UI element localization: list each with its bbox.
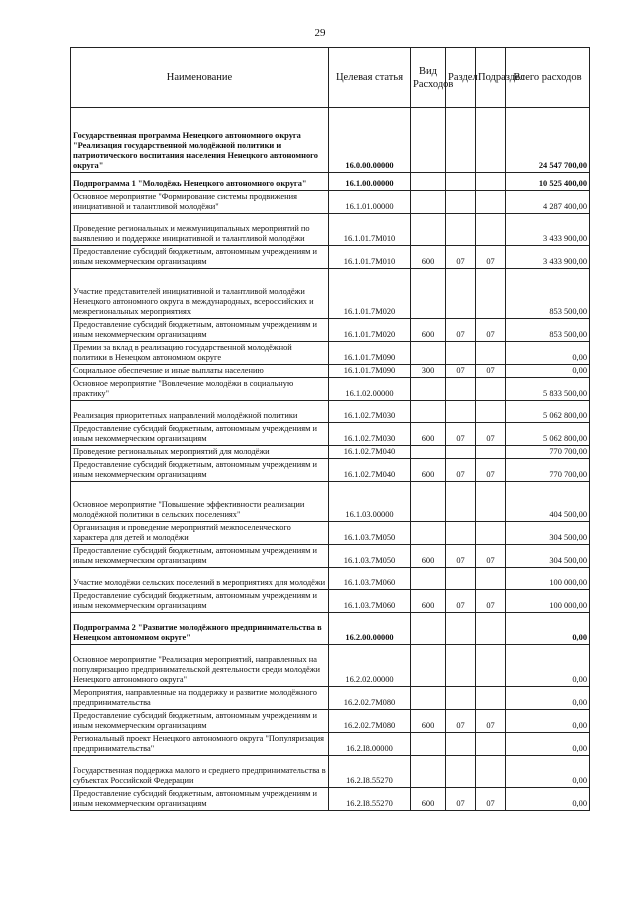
row-article: 16.1.02.7М040 [329,446,411,459]
row-subsection [476,401,506,423]
header-section: Раздел [446,48,476,108]
table-row [71,108,590,173]
row-total: 0,00 [506,365,590,378]
expenses-table [70,47,590,811]
table-row [71,482,590,522]
row-name: Социальное обеспечение и иные выплаты населению [71,365,329,378]
table-row [71,568,590,590]
row-section [446,522,476,545]
row-section [446,401,476,423]
row-article: 16.1.02.7М030 [329,401,411,423]
table-row [71,342,590,365]
row-total: 0,00 [506,788,590,811]
header-name: Наименование [71,48,329,108]
row-name: Проведение региональных и межмуниципальных мероприятий по выявлению и поддержке инициативной и талантливой молодёжи [71,214,329,246]
row-subsection [476,645,506,687]
table-row [71,173,590,191]
table-row [71,269,590,319]
row-name: Региональный проект Ненецкого автономного округа "Популяризация предпринимательства" [71,733,329,756]
header-total: Всего расходов [506,48,590,108]
row-expense-type: 600 [411,545,446,568]
row-section [446,191,476,214]
row-name: Премии за вклад в реализацию государственной молодёжной политики в Ненецком автономном округе [71,342,329,365]
table-row [71,756,590,788]
row-article: 16.1.02.7М030 [329,423,411,446]
row-total: 0,00 [506,342,590,365]
row-section [446,482,476,522]
row-subsection: 07 [476,246,506,269]
row-total: 770 700,00 [506,446,590,459]
row-article: 16.1.03.7М050 [329,545,411,568]
row-subsection: 07 [476,788,506,811]
row-article: 16.1.01.00000 [329,191,411,214]
row-name: Предоставление субсидий бюджетным, автономным учреждениям и иным некоммерческим организациям [71,710,329,733]
row-expense-type [411,568,446,590]
row-article: 16.1.02.00000 [329,378,411,401]
row-section: 07 [446,710,476,733]
row-article: 16.2.I8.55270 [329,788,411,811]
table-row [71,446,590,459]
row-name: Основное мероприятие "Повышение эффективности реализации молодёжной политики в сельских поселениях" [71,482,329,522]
row-expense-type: 300 [411,365,446,378]
row-name: Организация и проведение мероприятий межпоселенческого характера для детей и молодёжи [71,522,329,545]
row-article: 16.1.01.7М090 [329,342,411,365]
row-name: Государственная поддержка малого и среднего предпринимательства в субъектах Российской Федерации [71,756,329,788]
row-name: Подпрограмма 2 "Развитие молодёжного предпринимательства в Ненецком автономном округе" [71,613,329,645]
row-expense-type [411,378,446,401]
row-section [446,342,476,365]
row-article: 16.2.I8.55270 [329,756,411,788]
row-section: 07 [446,423,476,446]
row-total: 853 500,00 [506,269,590,319]
row-article: 16.0.00.00000 [329,108,411,173]
row-name: Предоставление субсидий бюджетным, автономным учреждениям и иным некоммерческим организациям [71,423,329,446]
header-article: Целевая статья [329,48,411,108]
row-expense-type: 600 [411,319,446,342]
row-expense-type [411,687,446,710]
row-subsection [476,613,506,645]
row-subsection [476,482,506,522]
table-row [71,191,590,214]
row-section [446,756,476,788]
row-expense-type: 600 [411,788,446,811]
row-article: 16.1.02.7М040 [329,459,411,482]
row-expense-type [411,645,446,687]
table-row [71,788,590,811]
row-article: 16.2.00.00000 [329,613,411,645]
row-expense-type [411,191,446,214]
table-row [71,365,590,378]
row-name: Реализация приоритетных направлений молодёжной политики [71,401,329,423]
table-row [71,710,590,733]
row-subsection [476,378,506,401]
row-total: 4 287 400,00 [506,191,590,214]
row-section [446,645,476,687]
header-expense-type: Вид Расходов [411,48,446,108]
row-section [446,269,476,319]
row-total: 3 433 900,00 [506,214,590,246]
row-expense-type [411,446,446,459]
row-name: Мероприятия, направленные на поддержку и развитие молодёжного предпринимательства [71,687,329,710]
header-row [71,48,590,108]
row-article: 16.2.I8.00000 [329,733,411,756]
row-subsection: 07 [476,545,506,568]
row-section: 07 [446,319,476,342]
row-subsection [476,342,506,365]
header-subsection: Подраздел [476,48,506,108]
row-expense-type [411,108,446,173]
row-section: 07 [446,246,476,269]
row-expense-type [411,214,446,246]
row-expense-type [411,342,446,365]
row-expense-type [411,756,446,788]
row-article: 16.1.01.7М020 [329,319,411,342]
row-section [446,687,476,710]
row-name: Предоставление субсидий бюджетным, автономным учреждениям и иным некоммерческим организациям [71,246,329,269]
table-row [71,687,590,710]
table-row [71,733,590,756]
row-total: 0,00 [506,613,590,645]
row-name: Государственная программа Ненецкого автономного округа "Реализация государственной молодёжной политики и патриотического воспитания населения Ненецкого автономного округа" [71,108,329,173]
row-expense-type: 600 [411,710,446,733]
row-name: Основное мероприятие "Реализация мероприятий, направленных на популяризацию предпринимательской деятельности среди молодёжи Ненецкого автономного округа" [71,645,329,687]
row-section: 07 [446,545,476,568]
row-subsection [476,173,506,191]
row-total: 5 833 500,00 [506,378,590,401]
row-subsection [476,269,506,319]
row-name: Подпрограмма 1 "Молодёжь Ненецкого автономного округа" [71,173,329,191]
row-total: 24 547 700,00 [506,108,590,173]
row-section: 07 [446,590,476,613]
table-row [71,319,590,342]
row-subsection [476,687,506,710]
row-total: 0,00 [506,756,590,788]
row-name: Участие представителей инициативной и талантливой молодёжи Ненецкого автономного округа в международных, всероссийских и межрегиональных мероприятиях [71,269,329,319]
row-subsection [476,733,506,756]
row-total: 404 500,00 [506,482,590,522]
row-subsection: 07 [476,365,506,378]
row-expense-type: 600 [411,590,446,613]
row-article: 16.2.02.7М080 [329,687,411,710]
row-subsection: 07 [476,710,506,733]
table-row [71,645,590,687]
row-article: 16.1.01.7М090 [329,365,411,378]
row-subsection [476,756,506,788]
row-name: Предоставление субсидий бюджетным, автономным учреждениям и иным некоммерческим организациям [71,788,329,811]
row-total: 10 525 400,00 [506,173,590,191]
row-expense-type [411,482,446,522]
row-total: 304 500,00 [506,522,590,545]
row-name: Участие молодёжи сельских поселений в мероприятиях для молодёжи [71,568,329,590]
row-total: 5 062 800,00 [506,401,590,423]
row-total: 853 500,00 [506,319,590,342]
row-total: 0,00 [506,645,590,687]
row-total: 100 000,00 [506,568,590,590]
table-row [71,613,590,645]
table-row [71,401,590,423]
row-expense-type [411,173,446,191]
table-row [71,545,590,568]
row-article: 16.2.02.00000 [329,645,411,687]
row-expense-type [411,613,446,645]
table-row [71,522,590,545]
row-article: 16.1.01.7М020 [329,269,411,319]
row-subsection [476,214,506,246]
row-subsection [476,108,506,173]
row-article: 16.1.00.00000 [329,173,411,191]
row-total: 0,00 [506,733,590,756]
row-name: Основное мероприятие "Вовлечение молодёжи в социальную практику" [71,378,329,401]
row-section [446,613,476,645]
row-expense-type [411,522,446,545]
row-section [446,173,476,191]
row-expense-type: 600 [411,423,446,446]
row-article: 16.1.03.7М060 [329,568,411,590]
row-name: Проведение региональных мероприятий для молодёжи [71,446,329,459]
row-subsection: 07 [476,459,506,482]
row-subsection [476,522,506,545]
row-subsection [476,191,506,214]
row-section [446,568,476,590]
row-section [446,214,476,246]
row-subsection [476,568,506,590]
row-section: 07 [446,365,476,378]
table-row [71,423,590,446]
table-row [71,214,590,246]
row-expense-type: 600 [411,246,446,269]
page-number: 29 [314,27,326,39]
row-article: 16.1.03.7М050 [329,522,411,545]
row-subsection: 07 [476,590,506,613]
row-expense-type: 600 [411,459,446,482]
row-total: 0,00 [506,687,590,710]
row-section [446,108,476,173]
row-total: 3 433 900,00 [506,246,590,269]
table-row [71,459,590,482]
row-total: 100 000,00 [506,590,590,613]
row-name: Основное мероприятие "Формирование системы продвижения инициативной и талантливой молодёжи" [71,191,329,214]
row-subsection [476,446,506,459]
row-total: 304 500,00 [506,545,590,568]
row-article: 16.2.02.7М080 [329,710,411,733]
row-expense-type [411,269,446,319]
table-row [71,590,590,613]
row-article: 16.1.01.7М010 [329,246,411,269]
row-section [446,378,476,401]
row-article: 16.1.01.7М010 [329,214,411,246]
row-name: Предоставление субсидий бюджетным, автономным учреждениям и иным некоммерческим организациям [71,545,329,568]
row-total: 5 062 800,00 [506,423,590,446]
row-section [446,733,476,756]
row-name: Предоставление субсидий бюджетным, автономным учреждениям и иным некоммерческим организациям [71,459,329,482]
table-row [71,378,590,401]
row-expense-type [411,733,446,756]
row-article: 16.1.03.00000 [329,482,411,522]
row-total: 770 700,00 [506,459,590,482]
row-name: Предоставление субсидий бюджетным, автономным учреждениям и иным некоммерческим организациям [71,590,329,613]
row-subsection: 07 [476,319,506,342]
row-name: Предоставление субсидий бюджетным, автономным учреждениям и иным некоммерческим организациям [71,319,329,342]
row-section [446,446,476,459]
row-article: 16.1.03.7М060 [329,590,411,613]
row-section: 07 [446,459,476,482]
row-subsection: 07 [476,423,506,446]
row-section: 07 [446,788,476,811]
row-total: 0,00 [506,710,590,733]
row-expense-type [411,401,446,423]
table-row [71,246,590,269]
